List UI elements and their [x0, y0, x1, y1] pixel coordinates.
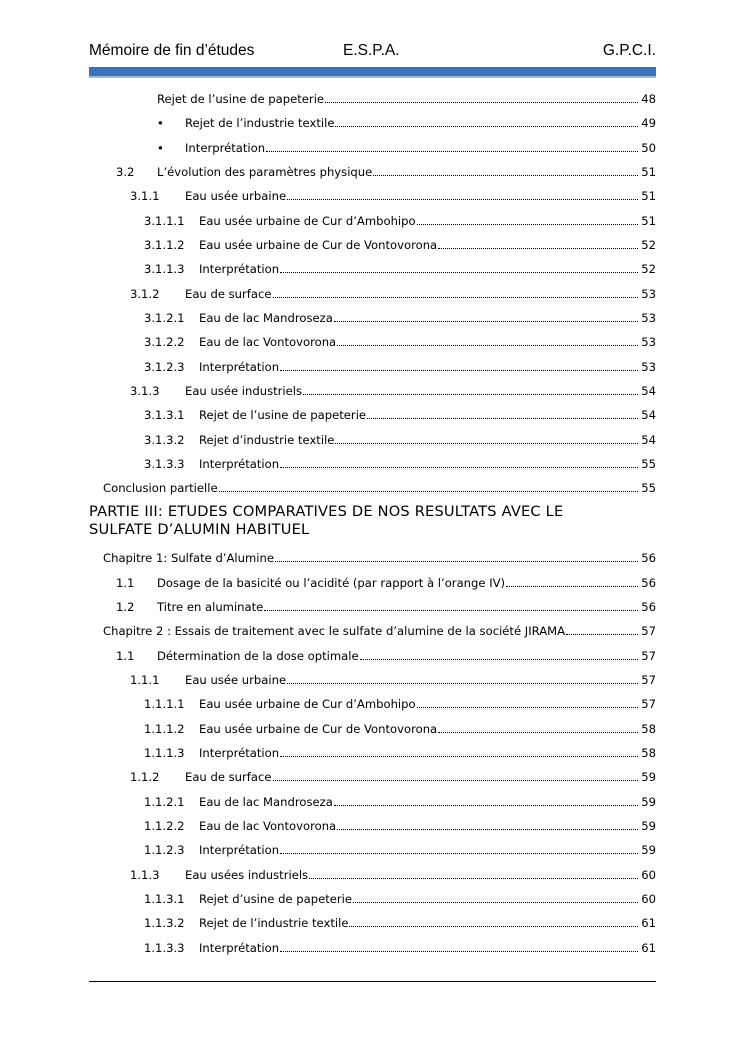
- toc-entry-page: 59: [641, 770, 656, 784]
- toc-entry[interactable]: [144, 740, 656, 760]
- toc-leader: [266, 150, 638, 152]
- toc-leader: [309, 877, 638, 879]
- toc-entry-title: Eau usée urbaine de Cur d’Ambohipo: [199, 214, 416, 228]
- toc-leader: [438, 247, 638, 249]
- toc-leader: [280, 755, 638, 757]
- toc-entry-number: 3.1.1: [130, 189, 160, 203]
- toc-entry-page: 60: [641, 892, 656, 906]
- toc-entry-page: 59: [641, 795, 656, 809]
- toc-entry-title: Eau de lac Mandroseza: [199, 311, 333, 325]
- toc-entry[interactable]: [103, 618, 656, 638]
- toc-leader: [417, 223, 638, 225]
- toc-entry-title: Interprétation: [199, 941, 280, 955]
- toc-entry[interactable]: [130, 764, 656, 784]
- toc-leader: [280, 852, 638, 854]
- toc-entry-number: 1.1.3.2: [144, 916, 185, 930]
- toc-entry-title: Conclusion partielle: [103, 481, 218, 495]
- toc-entry-number: 3.1.2.3: [144, 360, 185, 374]
- toc-entry[interactable]: [157, 135, 656, 155]
- toc-entry[interactable]: [144, 208, 656, 228]
- toc-entry-number: 1.1: [116, 649, 135, 663]
- toc-leader: [280, 466, 638, 468]
- toc-entry[interactable]: [130, 183, 656, 203]
- toc-entry-title: Eau de lac Mandroseza: [199, 795, 333, 809]
- toc-entry-number: 3.1.2.2: [144, 335, 185, 349]
- toc-entry-title: Eau usée urbaine de Cur de Vontovorona: [199, 722, 438, 736]
- toc-entry[interactable]: [144, 329, 656, 349]
- header-rule: [89, 67, 656, 76]
- toc-entry-title: Eau usée industriels: [185, 384, 303, 398]
- toc-entry-page: 48: [641, 92, 656, 106]
- toc-entry-number: 3.1.3: [130, 384, 160, 398]
- toc-entry[interactable]: [144, 789, 656, 809]
- toc-entry[interactable]: [157, 110, 656, 130]
- toc-entry-title: Eau usée urbaine de Cur d’Ambohipo: [199, 697, 416, 711]
- toc-entry-number: 3.1.3.1: [144, 408, 185, 422]
- toc-entry-page: 61: [641, 916, 656, 930]
- toc-leader: [334, 320, 638, 322]
- toc-entry-title: Interprétation: [199, 843, 280, 857]
- toc-entry-page: 56: [641, 576, 656, 590]
- bullet-icon: •: [157, 141, 164, 155]
- toc-entry[interactable]: [130, 281, 656, 301]
- toc-entry-title: Eau de surface: [185, 287, 272, 301]
- toc-entry-page: 53: [641, 360, 656, 374]
- toc-entry-title: Interprétation: [185, 141, 266, 155]
- toc-entry-page: 52: [641, 238, 656, 252]
- toc-entry-page: 52: [641, 262, 656, 276]
- toc-entry-page: 54: [641, 408, 656, 422]
- toc-entry-number: 1.1.1.3: [144, 746, 185, 760]
- toc-leader: [334, 804, 638, 806]
- footer-rule: [89, 981, 656, 982]
- toc-entry-number: 1.2: [116, 600, 135, 614]
- toc-leader: [280, 369, 638, 371]
- toc-entry-number: 1.1.3.3: [144, 941, 185, 955]
- toc-entry-number: 3.1.2.1: [144, 311, 185, 325]
- toc-leader: [280, 271, 638, 273]
- toc-entry[interactable]: [103, 475, 656, 495]
- header-left-text: Mémoire de fin d’études: [89, 42, 255, 59]
- toc-entry-title: Détermination de la dose optimale: [157, 649, 359, 663]
- toc-entry[interactable]: [130, 378, 656, 398]
- toc-leader: [219, 490, 638, 492]
- toc-entry-title: Chapitre 2 : Essais de traitement avec le sulfate d’alumine de la société JIRAMA: [103, 624, 566, 638]
- toc-entry[interactable]: [144, 691, 656, 711]
- toc-leader: [264, 609, 638, 611]
- toc-entry-title: Rejet de l’usine de papeterie: [199, 408, 367, 422]
- toc-entry[interactable]: [116, 643, 656, 663]
- toc-entry-page: 57: [641, 673, 656, 687]
- toc-entry-page: 54: [641, 433, 656, 447]
- toc-entry-number: 3.1.1.1: [144, 214, 185, 228]
- toc-leader: [287, 198, 638, 200]
- toc-entry[interactable]: [144, 402, 656, 422]
- toc-leader: [337, 344, 638, 346]
- toc-entry[interactable]: [144, 886, 656, 906]
- toc-entry-number: 1.1.2.3: [144, 843, 185, 857]
- toc-entry[interactable]: [144, 813, 656, 833]
- toc-entry[interactable]: [116, 159, 656, 179]
- toc-entry-title: Rejet d’usine de papeterie: [199, 892, 353, 906]
- toc-leader: [303, 393, 638, 395]
- toc-entry-number: 1.1.2.1: [144, 795, 185, 809]
- toc-entry[interactable]: [103, 545, 656, 565]
- toc-leader: [325, 101, 638, 103]
- toc-entry-page: 53: [641, 311, 656, 325]
- toc-entry-page: 49: [641, 116, 656, 130]
- toc-entry-title: Interprétation: [199, 262, 280, 276]
- toc-entry-title: Eau de lac Vontovorona: [199, 819, 337, 833]
- toc-entry-page: 57: [641, 697, 656, 711]
- toc-leader: [349, 925, 638, 927]
- toc-entry-title: Eau usées industriels: [185, 868, 309, 882]
- toc-leader: [280, 950, 638, 952]
- toc-leader: [337, 828, 638, 830]
- toc-entry-title: Rejet de l’usine de papeterie: [157, 92, 325, 106]
- toc-entry-page: 58: [641, 722, 656, 736]
- toc-entry-page: 56: [641, 600, 656, 614]
- toc-entry-page: 57: [641, 624, 656, 638]
- toc-entry-page: 51: [641, 189, 656, 203]
- toc-leader: [373, 174, 638, 176]
- toc-entry[interactable]: [144, 354, 656, 374]
- part-heading-line1: PARTIE III: ETUDES COMPARATIVES DE NOS RESULTATS AVEC LE: [89, 503, 564, 520]
- toc-entry[interactable]: [116, 570, 656, 590]
- toc-entry-number: 3.1.3.3: [144, 457, 185, 471]
- toc-entry-number: 1.1.3.1: [144, 892, 185, 906]
- toc-entry-page: 57: [641, 649, 656, 663]
- toc-entry-number: 1.1.3: [130, 868, 160, 882]
- toc-entry[interactable]: [144, 256, 656, 276]
- toc-entry-page: 60: [641, 868, 656, 882]
- toc-leader: [367, 417, 638, 419]
- toc-entry-number: 1.1: [116, 576, 135, 590]
- toc-leader: [335, 125, 638, 127]
- toc-entry-title: Eau usée urbaine: [185, 673, 287, 687]
- toc-entry-title: Chapitre 1: Sulfate d’Alumine: [103, 551, 274, 565]
- toc-leader: [506, 585, 638, 587]
- toc-entry-page: 61: [641, 941, 656, 955]
- toc-entry-page: 50: [641, 141, 656, 155]
- toc-entry-page: 55: [641, 457, 656, 471]
- toc-leader: [438, 731, 638, 733]
- toc-entry[interactable]: [144, 427, 656, 447]
- toc-entry-number: 1.1.1: [130, 673, 160, 687]
- toc-entry-title: Eau usée urbaine de Cur de Vontovorona: [199, 238, 438, 252]
- toc-entry[interactable]: [116, 594, 656, 614]
- toc-entry-page: 56: [641, 551, 656, 565]
- toc-entry-page: 58: [641, 746, 656, 760]
- toc-entry-title: Interprétation: [199, 746, 280, 760]
- header-right-text: G.P.C.I.: [602, 42, 656, 59]
- toc-entry-number: 3.1.2: [130, 287, 160, 301]
- toc-entry-number: 1.1.2: [130, 770, 160, 784]
- toc-leader: [275, 560, 638, 562]
- toc-entry-title: Rejet de l’industrie textile: [185, 116, 335, 130]
- toc-entry[interactable]: [144, 232, 656, 252]
- toc-entry[interactable]: [144, 451, 656, 471]
- bullet-icon: •: [157, 116, 164, 130]
- toc-leader: [417, 706, 638, 708]
- toc-entry-title: Titre en aluminate: [157, 600, 264, 614]
- toc-entry-number: 3.1.1.3: [144, 262, 185, 276]
- toc-entry[interactable]: [144, 935, 656, 955]
- part-heading-line2: SULFATE D’ALUMIN HABITUEL: [89, 521, 310, 538]
- toc-entry[interactable]: [157, 86, 656, 106]
- toc-leader: [335, 442, 638, 444]
- toc-entry-title: Rejet d’industrie textile: [199, 433, 335, 447]
- toc-leader: [273, 296, 639, 298]
- toc-entry-page: 53: [641, 335, 656, 349]
- page-header: [89, 42, 656, 64]
- toc-entry-title: Dosage de la basicité ou l’acidité (par rapport à l’orange IV): [157, 576, 506, 590]
- toc-entry[interactable]: [144, 305, 656, 325]
- header-rule-shadow: [89, 76, 656, 78]
- toc-leader: [273, 779, 639, 781]
- toc-entry-page: 55: [641, 481, 656, 495]
- toc-entry-title: Interprétation: [199, 457, 280, 471]
- toc-entry-title: Eau de surface: [185, 770, 272, 784]
- toc-entry-page: 53: [641, 287, 656, 301]
- header-center-text: E.S.P.A.: [343, 42, 400, 59]
- toc-entry[interactable]: [144, 837, 656, 857]
- toc-entry-number: 1.1.1.1: [144, 697, 185, 711]
- toc-entry-number: 1.1.1.2: [144, 722, 185, 736]
- toc-leader: [287, 682, 638, 684]
- toc-entry-title: Eau usée urbaine: [185, 189, 287, 203]
- toc-entry-number: 1.1.2.2: [144, 819, 185, 833]
- part-heading[interactable]: [89, 503, 656, 539]
- toc-entry[interactable]: [144, 716, 656, 736]
- toc-entry-title: Interprétation: [199, 360, 280, 374]
- toc-entry-page: 59: [641, 819, 656, 833]
- toc-entry[interactable]: [144, 910, 656, 930]
- toc-entry-page: 51: [641, 165, 656, 179]
- toc-entry-number: 3.1.3.2: [144, 433, 185, 447]
- toc-entry-page: 54: [641, 384, 656, 398]
- toc-entry-number: 3.2: [116, 165, 135, 179]
- toc-entry-title: L’évolution des paramètres physique: [157, 165, 373, 179]
- toc-entry[interactable]: [130, 862, 656, 882]
- toc-leader: [353, 901, 638, 903]
- toc-entry-page: 51: [641, 214, 656, 228]
- toc-leader: [360, 658, 638, 660]
- toc-entry-number: 3.1.1.2: [144, 238, 185, 252]
- toc-entry-page: 59: [641, 843, 656, 857]
- toc-entry-title: Eau de lac Vontovorona: [199, 335, 337, 349]
- toc-entry[interactable]: [130, 667, 656, 687]
- toc-leader: [566, 633, 638, 635]
- toc-entry-title: Rejet de l’industrie textile: [199, 916, 349, 930]
